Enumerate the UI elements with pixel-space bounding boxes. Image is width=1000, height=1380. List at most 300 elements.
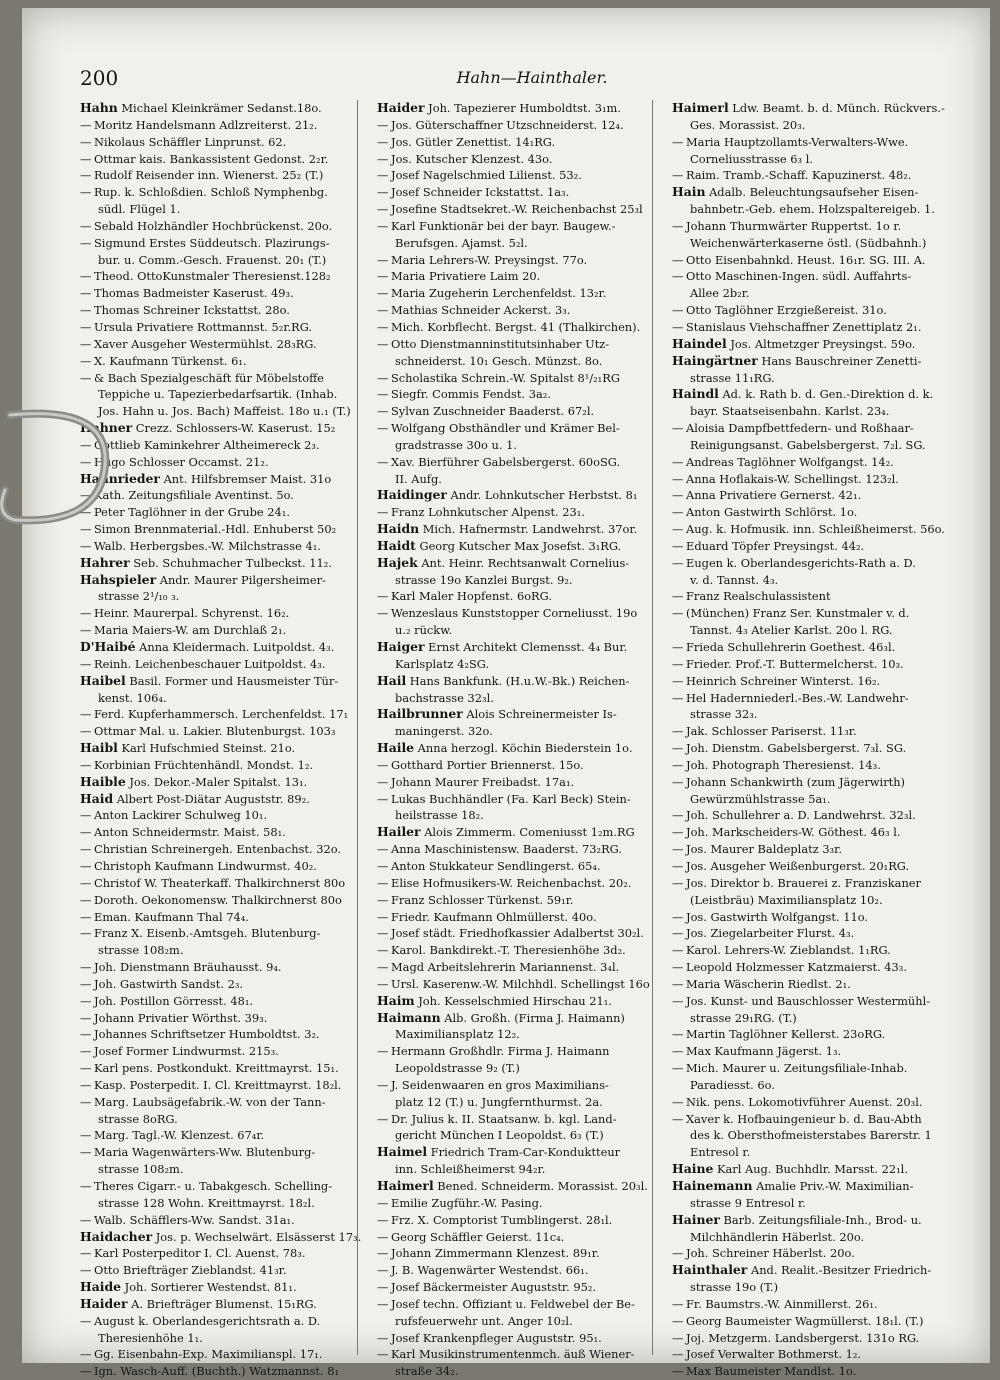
entry-text: maningerst. 32o. [395,724,493,739]
directory-entry [377,1296,667,1313]
entry-text: Theresienhöhe 1₁. [98,1330,203,1345]
ditto-dash: — [80,235,92,250]
entry-text: Joj. Metzgerm. Landsbergerst. 131o RG. [686,1330,920,1345]
entry-text: Maria Lehrers-W. Preysingst. 77o. [391,252,588,267]
directory-entry [80,117,370,134]
entry-text: Anna Privatiere Gernerst. 42₁. [686,488,862,503]
entry-text: bur. u. Comm.-Gesch. Frauenst. 20₁ (T.) [98,252,327,267]
entry-text: Walb. Herbergsbes.-W. Milchstrasse 4₁. [94,538,321,553]
directory-entry-continuation [377,235,667,252]
entry-text: Walb. Schäfflers-Ww. Sandst. 31a₁. [94,1212,295,1227]
entry-text: Josef Verwalter Bothmerst. 1₂. [686,1347,862,1362]
entry-text: gericht München I Leopoldst. 6₃ (T.) [395,1128,604,1143]
ditto-dash: — [672,1061,684,1076]
ditto-dash: — [80,1128,92,1143]
ditto-dash: — [672,1094,684,1109]
directory-entry [377,117,667,134]
entry-text: strasse 29₁RG. (T.) [690,1010,797,1025]
directory-headword-entry [672,336,962,353]
directory-entry [80,1262,370,1279]
ditto-dash: — [672,690,684,705]
entry-text: Joh. Dienstmann Bräuhausst. 9₄. [94,960,282,975]
directory-entry [377,1229,667,1246]
ditto-dash: — [672,825,684,840]
entry-text: strasse 19o Kanzlei Burgst. 9₂. [395,572,573,587]
entry-text: Heinrich Schreiner Winterst. 16₂. [686,673,881,688]
entry-text: Peter Taglöhner in der Grube 24₁. [94,505,290,520]
directory-entry [672,639,962,656]
directory-entry [377,134,667,151]
directory-entry [80,134,370,151]
entry-text: Ottmar kais. Bankassistent Gedonst. 2₂r. [94,151,329,166]
directory-entry [377,959,667,976]
ditto-dash: — [672,640,684,654]
entry-text: Fr. Baumstrs.-W. Ainmillerst. 26₁. [686,1296,878,1311]
ditto-dash: — [672,960,684,975]
directory-entry [377,875,667,892]
directory-entry [672,976,962,993]
directory-entry [672,807,962,824]
directory-entry [80,1060,370,1077]
entry-text: Ign. Wasch-Auff. (Buchth.) Watzmannst. 8₁ [94,1364,340,1379]
ditto-dash: — [672,1330,684,1345]
ditto-dash: — [672,1364,684,1379]
ditto-dash: — [80,370,92,385]
directory-entry [80,807,370,824]
directory-entry [377,336,667,353]
ditto-dash: — [80,437,92,452]
entry-text: Jos. Maurer Baldeplatz 3₃r. [686,842,842,857]
ditto-dash: — [672,976,684,991]
directory-headword-entry [672,184,962,201]
directory-entry [672,1060,962,1077]
directory-headword-entry [80,420,370,437]
entry-text: Xaver k. Hofbauingenieur b. d. Bau-Abth [686,1111,922,1126]
directory-entry [377,909,667,926]
ditto-dash: — [672,1347,684,1362]
directory-entry [80,454,370,471]
entry-text: And. Realit.-Besitzer Friedrich- [750,1263,932,1278]
entry-text: Entresol r. [690,1145,751,1160]
entry-text: Anna Maschinistensw. Baaderst. 73₂RG. [391,842,622,857]
entry-text: Josef Former Lindwurmst. 215₃. [94,1044,279,1059]
ditto-dash: — [80,1364,92,1379]
surname-headword: Haibel [80,672,126,688]
ditto-dash: — [80,218,92,233]
ditto-dash: — [377,421,389,436]
directory-entry [377,774,667,791]
directory-entry-continuation [672,285,962,302]
entry-text: Xaver Ausgeher Westermühlst. 28₃RG. [94,336,317,351]
entry-text: Sebald Holzhändler Hochbrückenst. 20o. [94,218,333,233]
directory-entry [672,774,962,791]
directory-entry-continuation [377,690,667,707]
directory-entry [80,909,370,926]
ditto-dash: — [672,218,684,233]
ditto-dash: — [672,858,684,873]
directory-headword-entry [377,521,667,538]
entry-text: bayr. Staatseisenbahn. Karlst. 23₄. [690,404,890,419]
ditto-dash: — [377,858,389,873]
directory-entry [377,201,667,218]
directory-entry-continuation [672,706,962,723]
entry-text: Emilie Zugführ.-W. Pasing. [391,1195,543,1210]
ditto-dash: — [80,488,92,503]
ditto-dash: — [377,202,389,217]
entry-text: Amalie Priv.-W. Maximilian- [756,1179,914,1193]
directory-headword-entry [80,740,370,757]
entry-text: Frieda Schullehrerin Goethest. 46₃l. [686,640,896,654]
directory-headword-entry [377,673,667,690]
directory-entry [672,1296,962,1313]
directory-entry [672,1094,962,1111]
surname-headword: Hahrer [80,554,130,570]
ditto-dash: — [377,117,389,132]
directory-entry [377,218,667,235]
ditto-dash: — [672,1044,684,1059]
entry-text: Christoph Kaufmann Lindwurmst. 40₂. [94,858,317,873]
entry-text: Martin Taglöhner Kellerst. 23oRG. [686,1027,886,1042]
entry-text: Alois Zimmerm. Comeniusst 1₂m.RG [424,825,635,840]
directory-headword-entry [80,100,370,117]
entry-text: Joh. Sortierer Westendst. 81₁. [124,1280,297,1295]
directory-entry-continuation [672,1279,962,1296]
directory-entry [80,824,370,841]
entry-text: Sylvan Zuschneider Baaderst. 67₂l. [391,404,595,419]
surname-headword: Hailbrunner [377,706,463,722]
ditto-dash: — [377,387,389,402]
ditto-dash: — [80,1145,92,1160]
ditto-dash: — [377,926,389,941]
directory-entry [80,1346,370,1363]
directory-entry [672,420,962,437]
ditto-dash: — [377,454,389,469]
entry-text: Jos. Güterschaffner Utzschneiderst. 12₄. [391,117,624,132]
entry-text: (Leistbräu) Maximiliansplatz 10₂. [690,892,883,907]
ditto-dash: — [80,808,92,823]
ditto-dash: — [80,134,92,149]
entry-text: platz 12 (T.) u. Jungfernthurmst. 2a. [395,1094,603,1109]
entry-text: Josef Nagelschmied Lilienst. 53₂. [391,168,582,183]
ditto-dash: — [80,505,92,520]
ditto-dash: — [672,168,684,183]
directory-entry [377,1111,667,1128]
ditto-dash: — [80,454,92,469]
ditto-dash: — [377,892,389,907]
directory-entry [80,268,370,285]
entry-text: Hermann Großhdlr. Firma J. Haimann [391,1044,610,1059]
directory-entry [80,521,370,538]
directory-entry [672,1346,962,1363]
directory-page [22,8,990,1379]
entry-text: J. B. Wagenwärter Westendst. 66₁. [391,1263,589,1278]
entry-text: Johann Schankwirth (zum Jägerwirth) [686,774,905,789]
entry-text: Josef techn. Offiziant u. Feldwebel der Be- [391,1296,635,1311]
entry-text: Jak. Schlosser Pariserst. 11₃r. [686,724,857,739]
ditto-dash: — [80,623,92,638]
ditto-dash: — [377,185,389,200]
directory-entry-continuation [80,201,370,218]
directory-entry [672,1043,962,1060]
directory-headword-entry [80,673,370,690]
directory-entry-continuation [672,437,962,454]
directory-entry [672,555,962,572]
directory-entry-continuation [377,353,667,370]
directory-entry [80,184,370,201]
directory-entry-continuation [672,892,962,909]
surname-headword: Haidt [377,537,416,553]
entry-text: Josef Schneider Ickstattst. 1a₃. [391,185,570,200]
entry-text: Christof W. Theaterkaff. Thalkirchnerst 80o [94,875,346,890]
directory-headword-entry [80,791,370,808]
surname-headword: Hail [377,672,407,688]
directory-entry-continuation [80,588,370,605]
entry-text: Franz Lohnkutscher Alpenst. 23₁. [391,505,585,520]
entry-text: gradstrasse 30o u. 1. [395,437,517,452]
surname-headword: Haindel [672,335,727,351]
directory-entry-continuation [377,1161,667,1178]
entry-text: Anna Hoflakais-W. Schellingst. 123₂l. [686,471,899,486]
directory-headword-entry [377,487,667,504]
directory-entry [80,538,370,555]
directory-entry-continuation [377,1060,667,1077]
ditto-dash: — [377,842,389,857]
directory-entry-continuation [80,1111,370,1128]
entry-text: Friedr. Kaufmann Ohlmüllerst. 40o. [391,909,597,924]
ditto-dash: — [377,589,389,604]
entry-text: strasse 32₃. [690,707,758,722]
ditto-dash: — [377,875,389,890]
directory-entry [377,1279,667,1296]
surname-headword: Hahspieler [80,571,157,587]
entry-text: Maria Wagenwärters-Ww. Blutenburg- [94,1145,316,1160]
ditto-dash: — [377,1111,389,1126]
ditto-dash: — [377,606,389,621]
directory-entry [672,319,962,336]
ditto-dash: — [672,1111,684,1126]
surname-headword: Hajek [377,554,418,570]
surname-headword: Hainthaler [672,1262,748,1278]
directory-entry-continuation [672,1010,962,1027]
entry-text: Theres Cigarr.- u. Tabakgesch. Schelling- [94,1179,333,1193]
directory-headword-entry [672,1212,962,1229]
directory-entry [377,151,667,168]
ditto-dash: — [672,1313,684,1328]
ditto-dash: — [377,336,389,351]
entry-text: Crezz. Schlossers-W. Kaserust. 15₂ [135,421,336,436]
entry-text: Gg. Eisenbahn-Exp. Maximilianspl. 17₁. [94,1347,323,1362]
directory-entry [377,1212,667,1229]
ditto-dash: — [377,1296,389,1311]
entry-text: Hugo Schlosser Occamst. 21₂. [94,454,269,469]
directory-headword-entry [672,100,962,117]
ditto-dash: — [672,319,684,334]
entry-text: bahnbetr.-Geb. ehem. Holzspaltereigeb. 1. [690,202,935,217]
ditto-dash: — [672,606,684,621]
directory-entry-continuation [377,1313,667,1330]
ditto-dash: — [377,976,389,991]
entry-text: Aloisia Dampfbettfedern- und Roßhaar- [686,421,914,436]
entry-text: v. d. Tannst. 4₃. [690,572,779,587]
directory-entry [80,218,370,235]
column-3 [672,100,962,1380]
surname-headword: Haindl [672,386,719,402]
entry-text: Josef städt. Friedhofkassier Adalbertst 30₂l. [391,926,644,941]
directory-entry [377,184,667,201]
directory-entry [672,757,962,774]
entry-text: Karl Aug. Buchhdlr. Marsst. 22₁l. [716,1162,908,1177]
surname-headword: Haimel [377,1144,428,1160]
ditto-dash: — [377,1330,389,1345]
directory-entry-continuation [377,1094,667,1111]
ditto-dash: — [377,1229,389,1244]
entry-text: Maria Wäscherin Riedlst. 2₁. [686,976,851,991]
ditto-dash: — [672,656,684,671]
entry-text: Ursula Privatiere Rottmannst. 5₂r.RG. [94,319,313,334]
entry-text: Karl Posterpeditor I. Cl. Auenst. 78₃. [94,1246,306,1261]
directory-entry [80,605,370,622]
surname-headword: Haibl [80,740,118,756]
directory-entry [80,302,370,319]
surname-headword: Haide [80,1279,121,1295]
ditto-dash: — [377,370,389,385]
ditto-dash: — [80,353,92,368]
directory-entry [672,134,962,151]
entry-text: Leopold Holzmesser Katzmaierst. 43₃. [686,960,907,975]
directory-entry [672,959,962,976]
entry-text: Weichenwärterkaserne östl. (Südbahnh.) [690,235,927,250]
entry-text: Johann Thurmwärter Ruppertst. 1o r. [686,218,902,233]
directory-entry [80,1144,370,1161]
ditto-dash: — [80,336,92,351]
entry-text: Bened. Schneiderm. Morassist. 20₃l. [437,1179,648,1193]
entry-text: Anton Stukkateur Sendlingerst. 65₄. [391,858,601,873]
entry-text: Eugen k. Oberlandesgerichts-Rath a. D. [686,555,916,570]
directory-headword-entry [377,993,667,1010]
column-2 [377,100,667,1380]
entry-text: Michael Kleinkrämer Sedanst.18o. [121,101,322,115]
directory-entry [672,167,962,184]
entry-text: Eman. Kaufmann Thal 74₄. [94,909,249,924]
entry-text: Karol. Lehrers-W. Zieblandst. 1₁RG. [686,943,891,958]
entry-text: schneiderst. 10₁ Gesch. Münzst. 8o. [395,353,603,368]
surname-headword: Hain [672,184,706,200]
ditto-dash: — [80,606,92,621]
directory-entry [377,370,667,387]
ditto-dash: — [672,522,684,537]
entry-text: Karl Hufschmied Steinst. 21o. [121,741,296,756]
entry-text: Anna Kleidermach. Luitpoldst. 4₃. [139,640,335,654]
ditto-dash: — [80,1246,92,1261]
entry-text: X. Kaufmann Türkenst. 6₁. [94,353,247,368]
directory-entry [80,319,370,336]
surname-headword: Haiger [377,639,425,654]
ditto-dash: — [672,926,684,941]
directory-entry [672,1330,962,1347]
directory-headword-entry [672,386,962,403]
entry-text: Seb. Schuhmacher Tulbeckst. 11₂. [133,555,332,570]
directory-entry-continuation [377,1127,667,1144]
surname-headword: Hahnrieder [80,470,160,486]
directory-entry [80,1043,370,1060]
entry-text: Joh. Kesselschmied Hirschau 21₁. [418,993,612,1008]
directory-entry [377,858,667,875]
ditto-dash: — [672,421,684,436]
entry-text: Maria Hauptzollamts-Verwalters-Wwe. [686,134,909,149]
directory-entry [377,302,667,319]
directory-entry [80,1026,370,1043]
entry-text: strasse 128 Wohn. Kreittmayrst. 18₂l. [98,1195,315,1210]
entry-text: Heinr. Maurerpal. Schyrenst. 16₂. [94,606,290,621]
entry-text: Karol. Bankdirekt.-T. Theresienhöhe 3d₂. [391,943,626,958]
directory-headword-entry [80,1229,370,1246]
directory-entry [672,1111,962,1128]
entry-text: Albert Post-Diätar Auguststr. 89₂. [116,791,310,806]
directory-entry [80,875,370,892]
directory-entry [377,1077,667,1094]
directory-headword-entry [377,1178,667,1195]
entry-text: Lukas Buchhändler (Fa. Karl Beck) Stein- [391,791,631,806]
entry-text: Jos. Direktor b. Brauerei z. Franziskaner [686,875,921,890]
entry-text: Leopoldstrasse 9₂ (T.) [395,1061,520,1076]
directory-entry [672,824,962,841]
directory-entry [672,925,962,942]
directory-entry-continuation [672,622,962,639]
directory-entry [672,740,962,757]
entry-text: Frieder. Prof.-T. Buttermelcherst. 10₃. [686,656,904,671]
surname-headword: Hailer [377,824,421,840]
page-number: 200 [80,66,119,90]
directory-entry [672,1313,962,1330]
ditto-dash: — [377,1246,389,1261]
entry-text: Allee 2b₂r. [690,286,750,301]
entry-text: Maximiliansplatz 12₂. [395,1027,520,1042]
directory-entry-continuation [377,572,667,589]
ditto-dash: — [80,656,92,671]
ditto-dash: — [672,303,684,318]
directory-entry [80,1363,370,1380]
directory-entry [80,1010,370,1027]
entry-text: Ursl. Kaserenw.-W. Milchhdl. Schellingst 16o [391,976,650,991]
entry-text: Rudolf Reisender inn. Wienerst. 25₂ (T.) [94,168,324,183]
entry-text: Gottlieb Kaminkehrer Altheimereck 2₃. [94,437,320,452]
ditto-dash: — [377,1212,389,1227]
ditto-dash: — [377,319,389,334]
directory-entry [672,1363,962,1380]
surname-headword: Haidn [377,521,420,537]
ditto-dash: — [377,774,389,789]
directory-entry [377,791,667,808]
entry-text: Simon Brennmaterial.-Hdl. Enhuberst 50₂ [94,522,337,537]
directory-entry-continuation [80,1195,370,1212]
ditto-dash: — [377,404,389,419]
directory-entry [80,656,370,673]
surname-headword: Haidinger [377,487,447,503]
directory-entry [80,151,370,168]
entry-text: Anton Gastwirth Schlörst. 1o. [686,505,858,520]
entry-text: Andr. Maurer Pilgersheimer- [159,572,326,587]
ditto-dash: — [377,168,389,183]
directory-entry [672,858,962,875]
entry-text: Hans Bankfunk. (H.u.W.-Bk.) Reichen- [409,673,630,688]
directory-entry [672,487,962,504]
directory-entry [80,993,370,1010]
ditto-dash: — [672,1296,684,1311]
directory-entry [377,285,667,302]
ditto-dash: — [377,943,389,958]
ditto-dash: — [80,185,92,200]
entry-text: Paradiesst. 6o. [690,1077,775,1092]
